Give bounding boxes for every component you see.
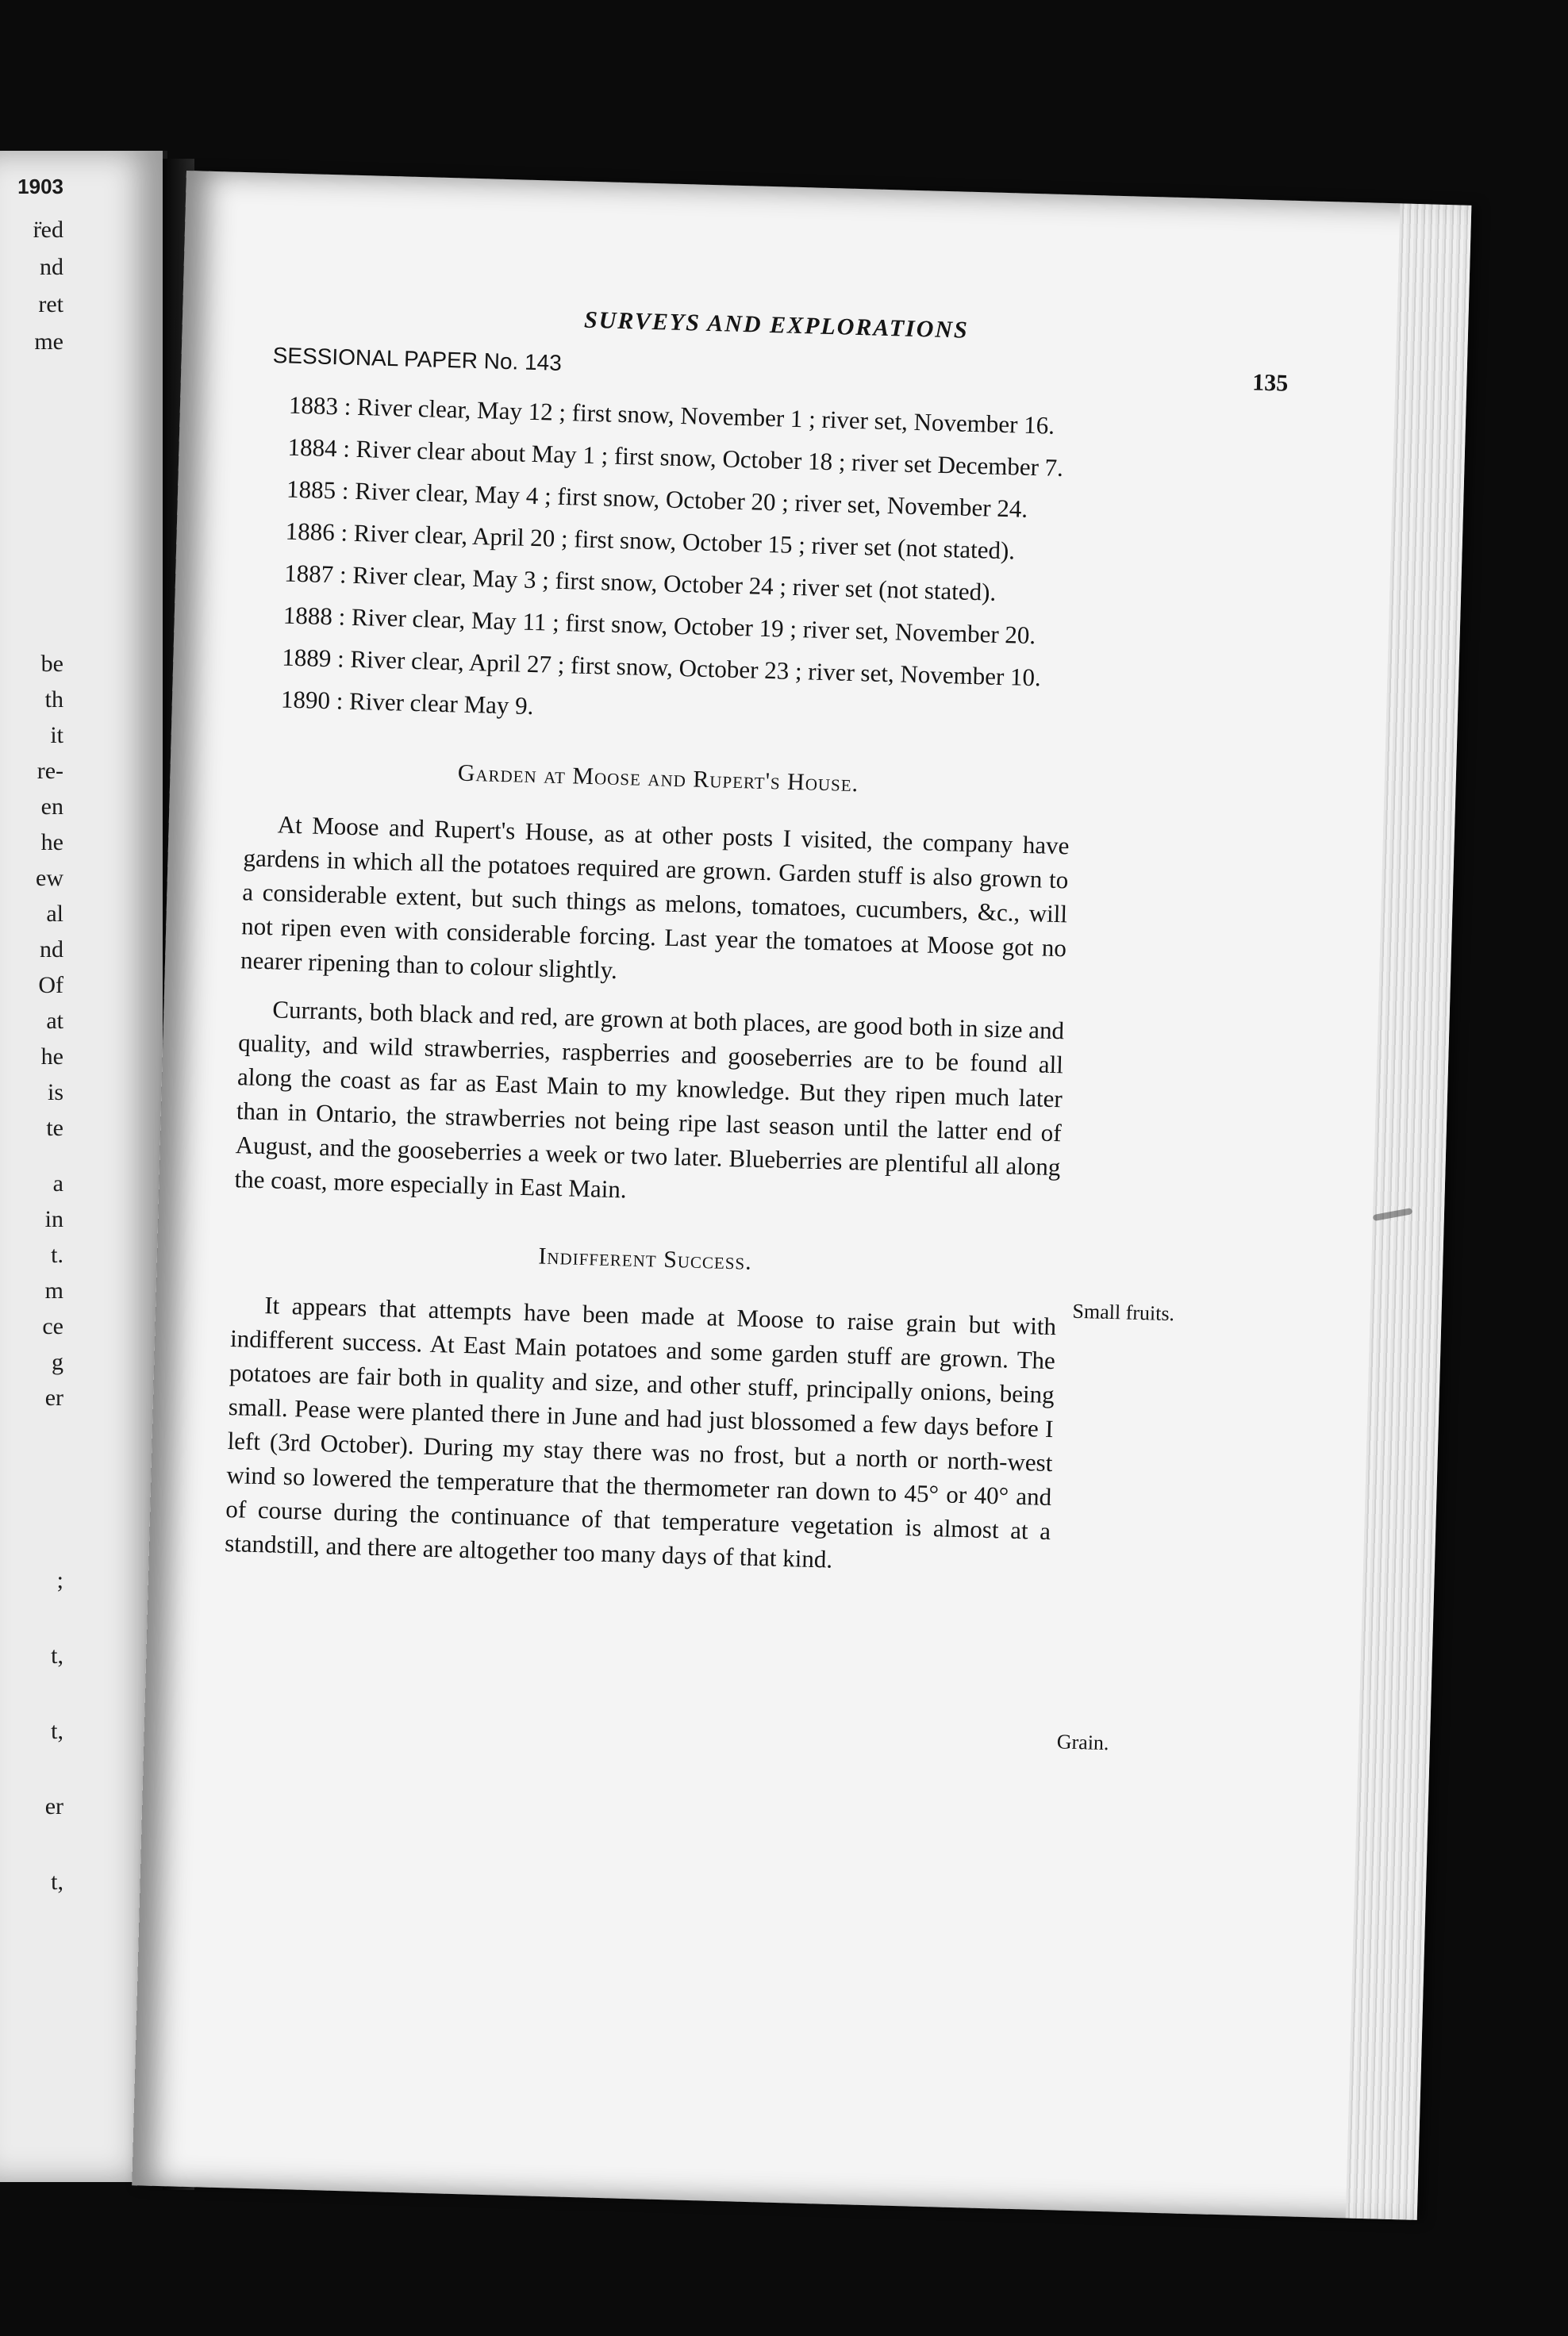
left-fragment: me [34, 328, 63, 355]
left-fragment: he [40, 1043, 63, 1070]
left-fragment: in [44, 1206, 63, 1232]
left-fragment: Of [38, 972, 63, 998]
left-fragment: er [44, 1793, 63, 1819]
left-fragment: te [46, 1115, 63, 1141]
left-fragment: a [52, 1170, 63, 1197]
section-heading-indifferent: Indifferent Success. [538, 1243, 753, 1275]
left-fragment: ; [56, 1567, 63, 1593]
year-entry: 1886 : River clear, April 20 ; first snow, October 15 ; river set (not stated). [285, 517, 1016, 565]
left-fragment: at [46, 1008, 63, 1034]
paragraph-indifferent: It appears that attempts have been made at Moose to raise grain but with indifferent success. At East Main potatoes and some garden stuff are grown. The potatoes are fair both in quality and size, and other stuff, principally onions, being small. Pease were planted there in June and had just blossomed a few days before I left (3rd October). During my stay there was no frost, but a north or north-west wind so lowered the temperature that the thermometer ran down to 45° or 40° and of course during the continuance of that temperature vegetation is almost at a standstill, and there are altogether too many days of that kind. [224, 1291, 1057, 1573]
year-entry: 1889 : River clear, April 27 ; first snow, October 23 ; river set, November 10. [281, 643, 1042, 692]
page-body [224, 386, 1081, 1596]
left-fragment: t, [51, 1718, 63, 1744]
margin-note-small-fruits: Small fruits. [1072, 1299, 1175, 1326]
page-number: 135 [1251, 369, 1289, 397]
left-fragment: be [40, 651, 63, 677]
year-entry: 1890 : River clear May 9. [280, 685, 534, 720]
left-fragment: er [44, 1385, 63, 1411]
paragraph-garden-1: At Moose and Rupert's House, as at other posts I visited, the company have gardens in which all the potatoes required are grown. Garden stuff is also grown to a considerable extent, but such things as melons, tomatoes, cucumbers, &c., will not ripen even with considerable forcing. Last year the tomatoes at Moose got no nearer ripening than to colour slightly. [240, 810, 1070, 985]
year-entry: 1884 : River clear about May 1 ; first snow, October 18 ; river set December 7. [287, 432, 1064, 482]
left-fragment: nd [40, 936, 63, 962]
paragraph-garden-2: Currants, both black and red, are grown at both places, are good both in size and quality, and wild strawberries, raspberries and gooseberries are to be found all along the coast as far as East Main to my knowledge. But they ripen much later than in Ontario, the strawberries not being ripe last season until the latter end of August, and the gooseberries a week or two later. Blueberries are plentiful all along the coast, more especially in East Main. [234, 995, 1065, 1204]
left-fragment: th [44, 686, 63, 713]
left-fragment: m [44, 1278, 63, 1304]
left-fragment: he [40, 829, 63, 855]
year-entry: 1888 : River clear, May 11 ; first snow, October 19 ; river set, November 20. [282, 601, 1036, 650]
left-fragment: r̈ed [33, 217, 63, 243]
left-fragment: nd [40, 254, 63, 280]
left-fragment: ew [36, 865, 63, 891]
running-head: SURVEYS AND EXPLORATIONS [583, 306, 970, 344]
left-fragment: en [40, 793, 63, 820]
section-heading-garden: Garden at Moose and Rupert's House. [457, 759, 859, 797]
left-fragment: t, [51, 1642, 63, 1669]
left-fragment: t, [51, 1869, 63, 1895]
left-page-year: 1903 [17, 175, 63, 198]
left-fragment: it [50, 722, 63, 748]
year-entry: 1885 : River clear, May 4 ; first snow, October 20 ; river set, November 24. [286, 474, 1028, 523]
left-fragment: al [46, 901, 63, 927]
sessional-paper-label: SESSIONAL PAPER No. 143 [272, 343, 563, 375]
left-fragment: is [47, 1079, 63, 1105]
year-entry: 1883 : River clear, May 12 ; first snow, November 1 ; river set, November 16. [288, 390, 1055, 440]
right-page [132, 171, 1471, 2220]
left-fragment: re- [37, 758, 63, 784]
left-fragment: ce [42, 1313, 63, 1339]
margin-note-grain: Grain. [1056, 1730, 1109, 1755]
year-entry: 1887 : River clear, May 3 ; first snow, October 24 ; river set (not stated). [283, 559, 997, 606]
left-fragment: ret [38, 291, 63, 317]
left-fragment: g [52, 1349, 63, 1375]
left-fragment: t. [51, 1242, 63, 1268]
